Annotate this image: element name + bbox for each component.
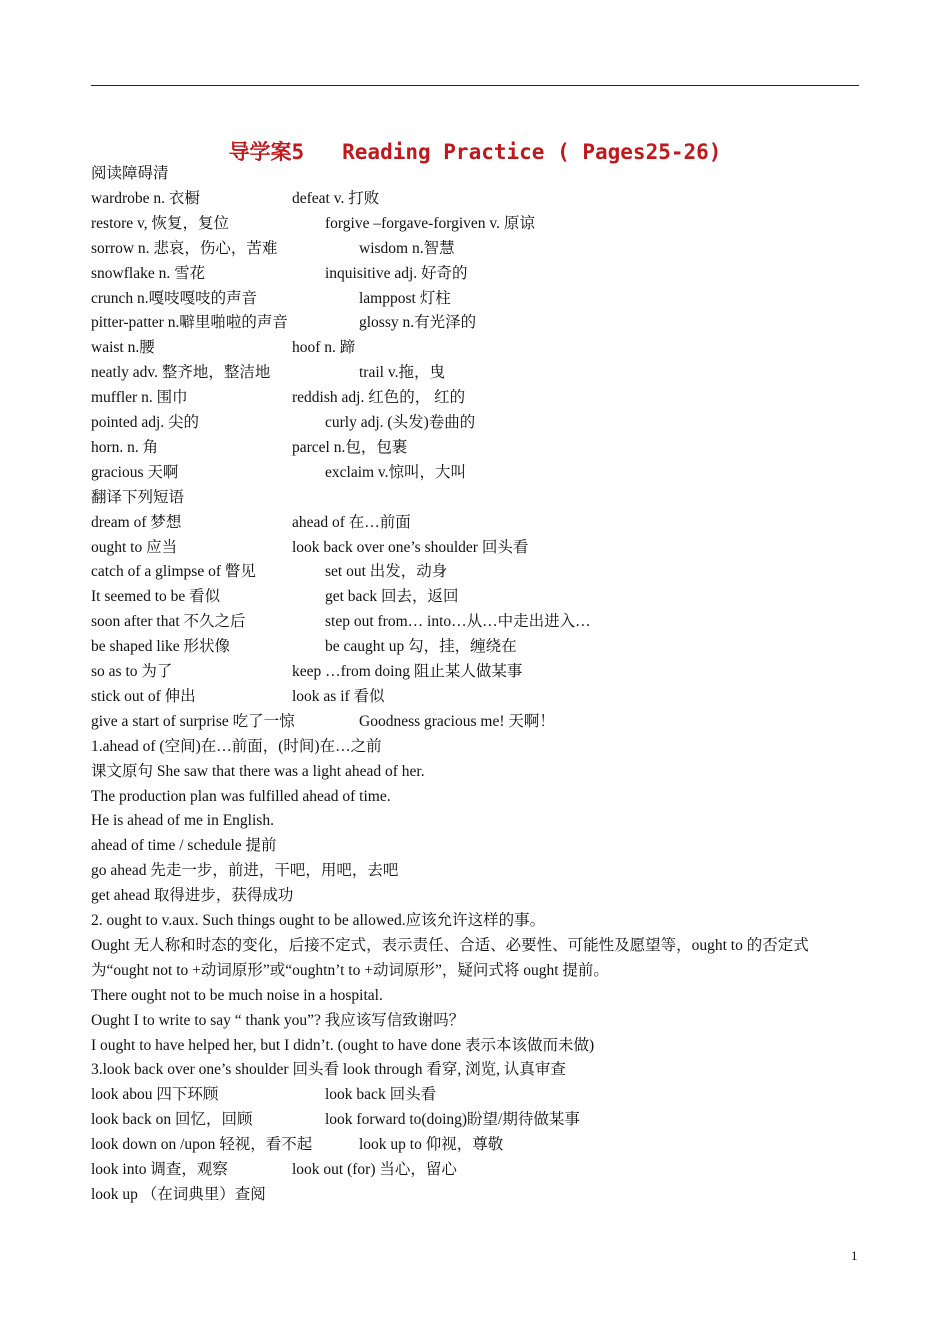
vocab-row-right: inquisitive adj. 好奇的 (325, 264, 468, 282)
note-line: 3.look back over one’s shoulder 回头看 look through 看穿, 浏览, 认真审查 (91, 1061, 566, 1079)
note-line: look up （在词典里）查阅 (91, 1185, 266, 1203)
vocab-row-left: waist n.腰 (91, 339, 155, 357)
vocab-row-right: lamppost 灯柱 (359, 289, 451, 307)
note-line: The production plan was fulfilled ahead of time. (91, 787, 391, 805)
vocab-row-right: parcel n.包，包裹 (292, 438, 408, 456)
phrase-row-left: ought to 应当 (91, 538, 178, 556)
look-phrase-row-left: look back on 回忆，回顾 (91, 1111, 253, 1129)
phrase-row-right: Goodness gracious me! 天啊！ (359, 712, 555, 730)
vocab-row-left: snowflake n. 雪花 (91, 264, 206, 282)
look-phrase-row-left: look abou 四下环顾 (91, 1086, 219, 1104)
phrase-row-left: stick out of 伸出 (91, 687, 196, 705)
look-phrase-row-right: look back 回头看 (325, 1086, 437, 1104)
note-line: 1.ahead of (空间)在…前面，(时间)在…之前 (91, 737, 382, 755)
vocab-row-left: restore v, 恢复，复位 (91, 214, 230, 232)
vocab-row-right: hoof n. 蹄 (292, 339, 356, 357)
vocab-row-left: neatly adv. 整齐地，整洁地 (91, 364, 271, 382)
vocab-row-right: forgive –forgave-forgiven v. 原谅 (325, 214, 535, 232)
phrase-row-right: be caught up 勾，挂，缠绕在 (325, 638, 517, 656)
phrase-row-left: so as to 为了 (91, 663, 173, 680)
note-line: 2. ought to v.aux. Such things ought to be allowed.应该允许这样的事。 (91, 912, 546, 929)
look-phrase-row-left: look down on /upon 轻视，看不起 (91, 1136, 313, 1154)
phrase-row-left: dream of 梦想 (91, 513, 182, 531)
phrase-row-left: give a start of surprise 吃了一惊 (91, 712, 295, 730)
note-line: get ahead 取得进步，获得成功 (91, 887, 294, 905)
vocab-row-left: pitter-patter n.噼里啪啦的声音 (91, 314, 288, 332)
vocab-row-left: muffler n. 围巾 (91, 389, 188, 407)
phrase-row-left: soon after that 不久之后 (91, 613, 246, 631)
vocab-row-right: defeat v. 打败 (292, 189, 380, 207)
note-line: go ahead 先走一步，前进，干吧，用吧，去吧 (91, 862, 399, 880)
vocab-row-left: gracious 天啊 (91, 463, 179, 481)
note-line: There ought not to be much noise in a hospital. (91, 986, 383, 1004)
phrase-row-right: look as if 看似 (292, 687, 385, 705)
phrase-row-right: set out 出发，动身 (325, 563, 448, 581)
note-line: Ought I to write to say “ thank you”? 我应该写信致谢吗？ (91, 1011, 465, 1029)
vocab-row-right: exclaim v.惊叫，大叫 (325, 463, 467, 481)
vocab-row-right: trail v.拖，曳 (359, 364, 445, 382)
page-number: 1 (851, 1248, 858, 1263)
ought-grammar-paragraph: Ought 无人称和时态的变化，后接不定式，表示责任、合适、必要性、可能性及愿望等，ought to 的否定式为“ought not to +动词原形”或“oughtn’t to +动词原形”，疑问式将 ought 提前。 (91, 937, 809, 980)
note-line: ahead of time / schedule 提前 (91, 837, 277, 855)
vocab-row-right: glossy n.有光泽的 (359, 314, 477, 332)
phrase-row-left: be shaped like 形状像 (91, 638, 231, 656)
header-rule (91, 85, 859, 86)
phrase-row-right: step out from… into…从…中走出进入… (325, 613, 591, 631)
look-phrase-row-right: look forward to(doing)盼望/期待做某事 (325, 1111, 580, 1129)
vocab-row-right: reddish adj. 红色的， 红的 (292, 389, 466, 407)
vocab-row-right: curly adj. (头发)卷曲的 (325, 414, 476, 431)
phrase-row-right: ahead of 在…前面 (292, 513, 411, 531)
look-phrase-row-right: look out (for) 当心，留心 (292, 1161, 457, 1178)
vocab-row-left: pointed adj. 尖的 (91, 414, 200, 431)
section-heading-phrases: 翻译下列短语 (91, 488, 185, 506)
vocab-row-left: wardrobe n. 衣橱 (91, 189, 200, 207)
phrase-row-left: catch of a glimpse of 瞥见 (91, 563, 256, 581)
note-line: 课文原句 She saw that there was a light ahead of her. (91, 762, 425, 780)
vocab-row-left: horn. n. 角 (91, 438, 159, 456)
phrase-row-left: It seemed to be 看似 (91, 588, 221, 606)
page-title: 导学案5 Reading Practice ( Pages25-26) (228, 140, 722, 164)
vocab-row-left: crunch n.嘎吱嘎吱的声音 (91, 289, 258, 307)
phrase-row-right: get back 回去，返回 (325, 588, 459, 606)
phrase-row-right: look back over one’s shoulder 回头看 (292, 538, 529, 556)
note-line: He is ahead of me in English. (91, 812, 274, 830)
note-line: I ought to have helped her, but I didn’t. (ought to have done 表示本该做而未做) (91, 1036, 595, 1054)
look-phrase-row-left: look into 调查，观察 (91, 1161, 228, 1178)
vocab-row-left: sorrow n. 悲哀，伤心，苦难 (91, 239, 278, 257)
vocab-row-right: wisdom n.智慧 (359, 239, 455, 257)
phrase-row-right: keep …from doing 阻止某人做某事 (292, 663, 523, 680)
look-phrase-row-right: look up to 仰视，尊敬 (359, 1136, 504, 1154)
section-heading-vocab: 阅读障碍清 (91, 165, 169, 182)
